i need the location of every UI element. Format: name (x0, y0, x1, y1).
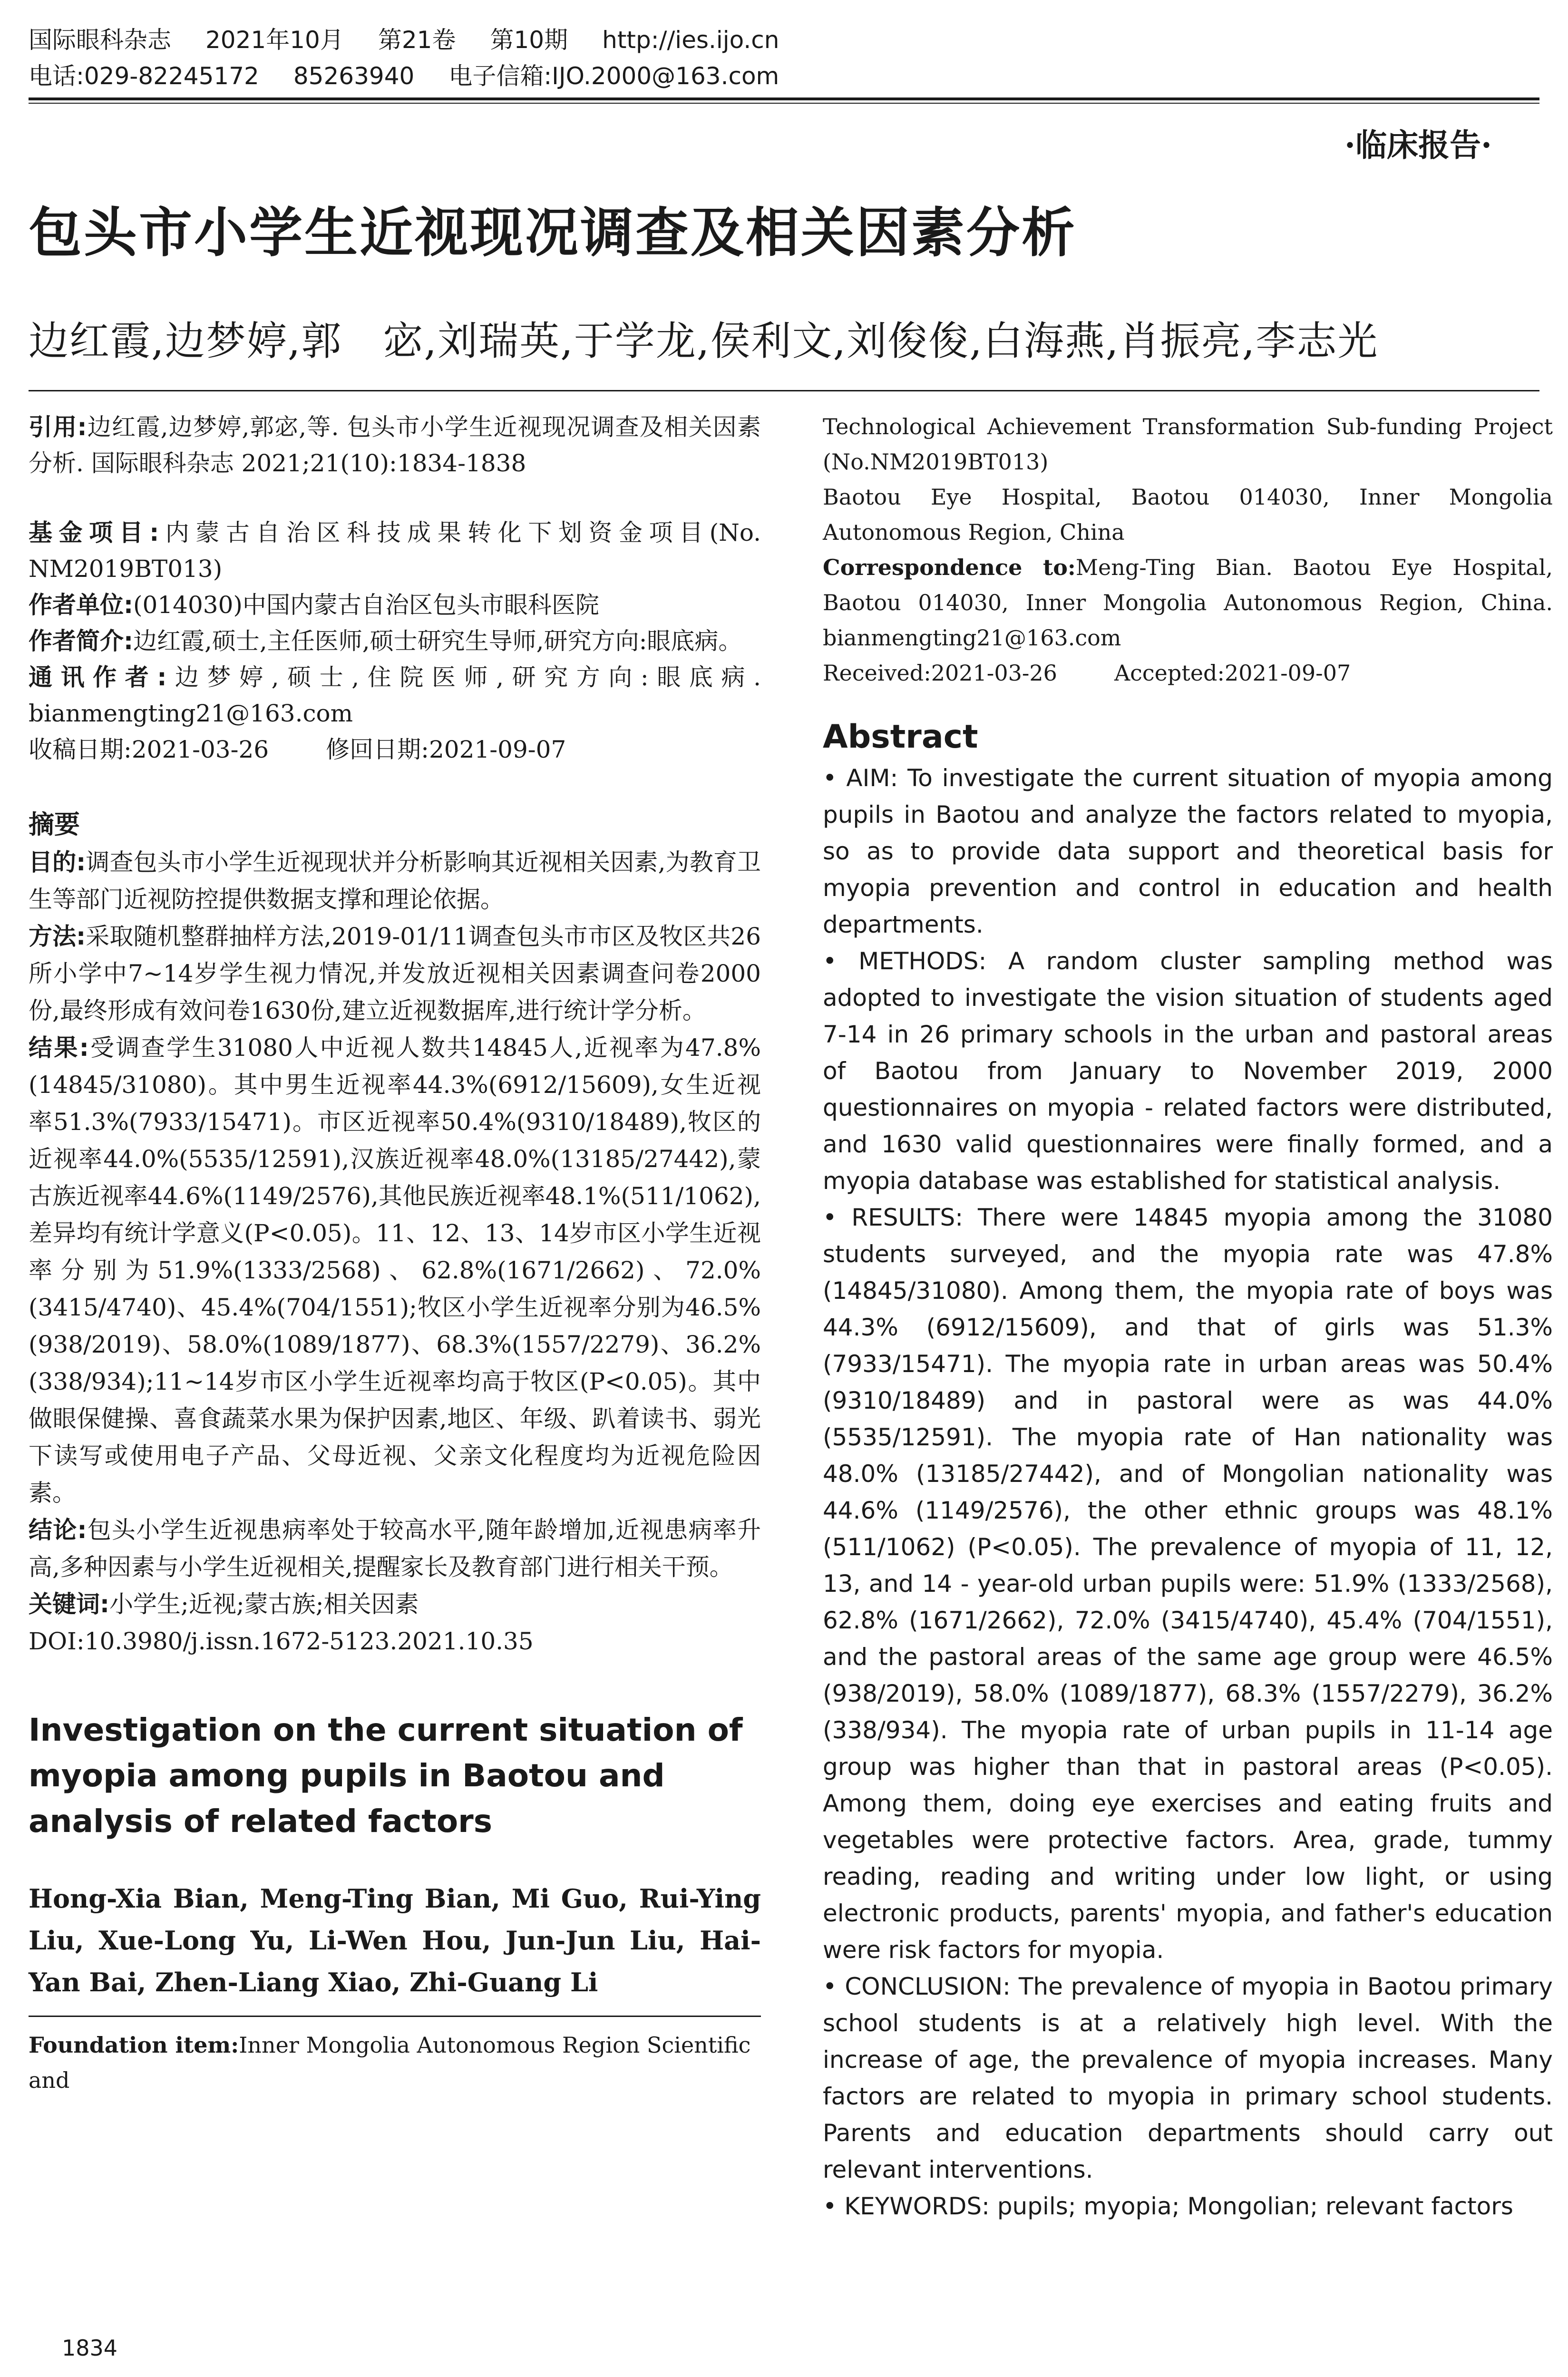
methods-en: • METHODS: A random cluster sampling method was adopted to investigate the vision situation of students aged 7-14 in 26 primary schools in the urban and pastoral areas of Baotou from January to November 2019, 2000 questionnaires on myopia - related factors were distributed, and 1630 valid questionnaires were finally formed, and a myopia database was established for statistical analysis. (823, 947, 1553, 1195)
phone: 电话:029-82245172 (29, 62, 259, 90)
corresponding-author: 通讯作者:边梦婷,硕士,住院医师,研究方向:眼底病. bianmengting21@163.com (29, 663, 761, 727)
foundation-item: Foundation item:Inner Mongolia Autonomous Region Scientific and (29, 2032, 751, 2093)
keywords-cn: 关键词:小学生;近视;蒙古族;相关因素 (29, 1590, 419, 1618)
authors-cn: 边红霞,边梦婷,郭 宓,刘瑞英,于学龙,侯利文,刘俊俊,白海燕,肖振亮,李志光 (29, 318, 1379, 364)
conclusion-en: • CONCLUSION: The prevalence of myopia in Baotou primary school students is at a relatively high level. With the increase of age, the prevalence of myopia increases. Many factors are related to myopia in primary school students. Parents and education departments should carry out relevant interventions. (823, 1973, 1553, 2183)
volume: 第21卷 (378, 26, 456, 54)
author-bio: 作者简介:边红霞,硕士,主任医师,硕士研究生导师,研究方向:眼底病。 (29, 627, 742, 655)
section-tag: ·临床报告· (1344, 127, 1492, 164)
dates-cn: 收稿日期:2021-03-26 修回日期:2021-09-07 (29, 736, 566, 763)
header-rule-thick (29, 97, 1539, 100)
aim-cn: 目的:调查包头市小学生近视现状并分析影响其近视相关因素,为教育卫生等部门近视防控提供数据支撑和理论依据。 (29, 848, 761, 913)
footnote-divider (29, 2016, 761, 2017)
method-cn: 方法:采取随机整群抽样方法,2019-01/11调查包头市市区及牧区共26所小学中7~14岁学生视力情况,并发放近视相关因素调查问卷2000份,最终形成有效问卷1630份,建立近视数据库,进行统计学分析。 (29, 923, 761, 1024)
article-title-cn: 包头市小学生近视现况调查及相关因素分析 (29, 202, 1077, 264)
journal-header-line-2 (29, 61, 813, 91)
results-en: • RESULTS: There were 14845 myopia among the 31080 students surveyed, and the myopia rate was 47.8% (14845/31080). Among them, the myopia rate of boys was 44.3% (6912/15609), and that of girls was 51.3% (7933/15471). The myopia rate in urban areas was 50.4% (9310/18489) and in pastoral were as was 44.0% (5535/12591). The myopia rate of Han nationality was 48.0% (13185/27442), and of Mongolian nationality was 44.6% (1149/2576), the other ethnic groups was 48.1% (511/1062) (P<0.05). The prevalence of myopia of 11, 12, 13, and 14 - year-old urban pupils were: 51.9% (1333/2568), 62.8% (1671/2662), 72.0% (3415/4740), 45.4% (704/1551), and the pastoral areas of the same age group were 46.5% (938/2019), 58.0% (1089/1877), 68.3% (1557/2279), 36.2% (338/934). The myopia rate of urban pupils in 11-14 age group was higher than that in pastoral areas (P<0.05). Among them, doing eye exercises and eating fruits and vegetables were protective factors. Area, grade, tummy reading, reading and writing under low light, or using electronic products, parents' myopia, and father's education were risk factors for myopia. (823, 1204, 1553, 1964)
correspondence-en: Correspondence to:Meng-Ting Bian. Baotou Eye Hospital, Baotou 014030, Inner Mongolia Autonomous Region, China. bianmengting21@163.com (823, 555, 1553, 651)
conclusion-cn: 结论:包头小学生近视患病率处于较高水平,随年龄增加,近视患病率升高,多种因素与小学生近视相关,提醒家长及教育部门进行相关干预。 (29, 1516, 761, 1581)
doi[interactable]: DOI:10.3980/j.issn.1672-5123.2021.10.35 (29, 1627, 534, 1655)
title-rule (29, 390, 1539, 391)
affiliation-en: Baotou Eye Hospital, Baotou 014030, Inner Mongolia Autonomous Region, China (823, 484, 1553, 545)
left-column (29, 409, 761, 2098)
page-number: 1834 (62, 2335, 118, 2361)
funding-affiliation-en (823, 409, 1553, 691)
phone-2: 85263940 (293, 62, 415, 90)
dates-en: Received:2021-03-26 Accepted:2021-09-07 (823, 660, 1351, 686)
header-rule-thin (29, 103, 1539, 104)
citation: 引用:边红霞,边梦婷,郭宓,等. 包头市小学生近视现况调查及相关因素分析. 国际眼科杂志 2021;21(10):1834-1838 (29, 413, 761, 477)
fund-info: 基金项目:内蒙古自治区科技成果转化下划资金项目(No. NM2019BT013) (29, 519, 761, 583)
journal-url[interactable]: http://ies.ijo.cn (602, 26, 779, 54)
authors-en: Hong-Xia Bian, Meng-Ting Bian, Mi Guo, Rui-Ying Liu, Xue-Long Yu, Li-Wen Hou, Jun-Jun Liu, Hai-Yan Bai, Zhen-Liang Xiao, Zhi-Guang Li (29, 1883, 761, 1997)
issue-date: 2021年10月 (205, 26, 344, 54)
email[interactable]: 电子信箱:IJO.2000@163.com (448, 62, 779, 90)
right-column (823, 409, 1553, 2225)
abstract-heading-cn: 摘要 (29, 809, 80, 839)
author-unit: 作者单位:(014030)中国内蒙古自治区包头市眼科医院 (29, 591, 599, 619)
journal-header-line-1 (29, 25, 813, 55)
foundation-continued: Technological Achievement Transformation Sub-funding Project (No.NM2019BT013) (823, 414, 1553, 475)
result-cn: 结果:受调查学生31080人中近视人数共14845人,近视率为47.8%(14845/31080)。其中男生近视率44.3%(6912/15609),女生近视率51.3%(7933/15471)。市区近视率50.4%(9310/18489),牧区的近视率44.0%(5535/12591),汉族近视率48.0%(13185/27442),蒙古族近视率44.6%(1149/2576),其他民族近视率48.1%(511/1062),差异均有统计学意义(P<0.05)。11、12、13、14岁市区小学生近视率分别为51.9%(1333/2568)、62.8%(1671/2662)、72.0%(3415/4740)、45.4%(704/1551);牧区小学生近视率分别为46.5%(938/2019)、58.0%(1089/1877)、68.3%(1557/2279)、36.2%(338/934);11~14岁市区小学生近视率均高于牧区(P<0.05)。其中做眼保健操、喜食蔬菜水果为保护因素,地区、年级、趴着读书、弱光下读写或使用电子产品、父母近视、父亲文化程度均为近视危险因素。 (29, 1034, 761, 1507)
aim-en: • AIM: To investigate the current situation of myopia among pupils in Baotou and analyze the factors related to myopia, so as to provide data support and theoretical basis for myopia prevention and control in education and health departments. (823, 764, 1553, 938)
keywords-en: • KEYWORDS: pupils; myopia; Mongolian; relevant factors (823, 2192, 1513, 2220)
issue-number: 第10期 (490, 26, 568, 54)
article-title-en: Investigation on the current situation of myopia among pupils in Baotou and analysis of related factors (29, 1712, 743, 1840)
abstract-heading-en: Abstract (823, 718, 978, 756)
journal-name: 国际眼科杂志 (29, 26, 171, 54)
